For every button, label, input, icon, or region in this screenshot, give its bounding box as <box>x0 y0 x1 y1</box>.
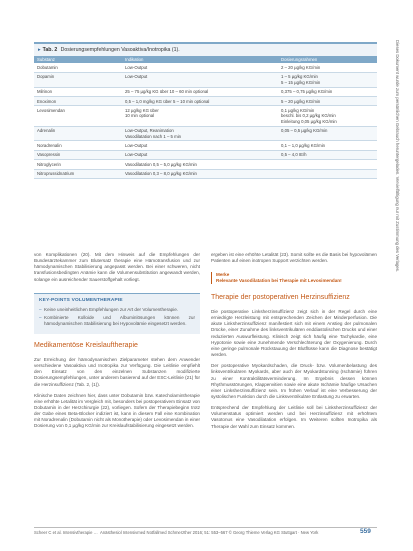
cell-substanz: Dopamin <box>34 72 122 87</box>
page-number: 559 <box>360 528 371 535</box>
table-row <box>34 160 377 169</box>
cell-substanz: Dobutamin <box>34 63 122 72</box>
cell-indikation: Low-Output <box>122 72 278 87</box>
keypoint-text: Kombinierte Kolloide und Albuminlösungen können zur hämodynamischen Stabilisierung bei Hypovolämie eingesetzt werden. <box>44 315 195 327</box>
cell-indikation: Vasodilatation 0,3 – 8,0 µg/kg KG/min <box>122 169 278 178</box>
cell-dosierung <box>278 160 377 169</box>
right-text-column <box>211 252 377 435</box>
caption-arrow-icon: ▸ <box>38 47 41 53</box>
cell-dosierung: 0,375 – 0,75 µg/kg KG/min <box>278 87 377 96</box>
table-row <box>34 150 377 159</box>
cell-substanz: Adrenalin <box>34 126 122 141</box>
right-paragraph-3: Entsprechend der Empfehlung der Leitlinie soll bei Linksherzinsuffizienz der Volumenstatus optimiert werden und bei Herzinsuffizienz mit erhöhtem Vasotonus eine Vasodilatation erfolgen. Im Weiteren sollten Inotropika als Therapie der Wahl zum Einsatz kommen. <box>211 405 377 429</box>
left-intro-paragraph: von Komplikationen (20). Mit dem Hinweis auf die Empfehlungen der Bundesärztekammer zum Blutersatz therapie eine Hämotransfusion und zur hämodynamischen Stabilisierung angepasst werden. Bei einer schweren, nicht transfusionsbedingten Anämie kann die Volumensubstitution angewandt werden, solange ein ausreichender Sauerstoffgehalt vorliegt. <box>34 252 200 282</box>
keypoint-item <box>39 315 195 327</box>
cell-dosierung: 0,5 – 4,0 IE/h <box>278 150 377 159</box>
section-title-kreislauftherapie: Medikamentöse Kreislauftherapie <box>34 342 138 350</box>
table-row <box>34 97 377 106</box>
merke-box <box>211 272 377 284</box>
keypoints-box <box>34 293 200 335</box>
cell-indikation: 12 µg/kg KG über 10 min optional <box>122 106 278 126</box>
cell-dosierung: 0,05 – 0,5 µg/kg KG/min <box>278 126 377 141</box>
keypoints-title: KEY-POINTS VOLUMENTHERAPIE <box>39 297 123 303</box>
footer-divider <box>34 527 377 528</box>
table-caption <box>34 44 377 56</box>
cell-indikation: 25 – 75 µg/kg KG über 10 – 60 min optional <box>122 87 278 96</box>
dosage-table <box>34 56 377 179</box>
column-header-dosierung: Dosierungsrahmen <box>278 56 377 63</box>
cell-substanz: Noradrenalin <box>34 141 122 150</box>
merke-label: Merke <box>216 272 230 278</box>
cell-substanz: Nitroprussidnatrium <box>34 169 122 178</box>
table-row <box>34 87 377 96</box>
table-row <box>34 72 377 87</box>
right-intro-paragraph: ergeben ist eine erhöhte Letalität (23). Somit sollte es die Basis bei hypovolämen Patienten auf einen inotropen Support verzichten werden. <box>211 252 377 264</box>
table-row <box>34 169 377 178</box>
cell-indikation: Low-Output <box>122 63 278 72</box>
copyright-side-note: Dieses Dokument wurde zum persönlichen Gebrauch heruntergeladen. Vervielfältigung nur mit Zustimmung des Verlages. <box>395 40 400 273</box>
cell-indikation: Low-Output <box>122 141 278 150</box>
table-row <box>34 141 377 150</box>
right-paragraph-1: Die postoperative Linksherzinsuffizienz zeigt sich in der Regel durch eine erniedrigte Herzleistung mit entsprechenden Zeichen der Minderperfusion. Die akute Linksherzinsuffizienz manifestiert sich mit einem Anstieg der pulmonalen Drücke, einer Zunahme des linksventrikulären enddiastolischen Drucks und einer reduzierten Auswurfleistung. Klinisch zeigt sich häufig eine Tachykardie, eine Hypotonie sowie eine zunehmende Verschlechterung der Oxygenierung. Durch eine geringe pulmonale Rückstauung der Blutflüsse kann die Diagnose bestätigt werden. <box>211 308 377 358</box>
left-paragraph-2: Klinische Daten zeichnen hier, dass unter Dobutamin bzw. Katecholamintherapie eine erhöhte Letalität im Vergleich mit, besonders bei postoperativem Einsatz von Dobutamin in der Herzchirurgie (22), vorliegen. Sofern der Therapiebeginn trotz der Gabe eines Beta-Blocker indiziert ist, kann in diesem Fall eine Kombination mit Noradrenalin (Dobutamin nicht als Monotherapie) oder Levosimendan in einer Dosierung von 0,1 µg/kg KG/min zur Kreislaufstabilisierung eingesetzt werden. <box>34 392 200 429</box>
footer-journal-info: Anästhesiol Intensivmed Notfallmed Schmerzther 2016; 51: 553–567 © Georg Thieme Verlag KG Stuttgart · New York <box>100 530 319 535</box>
footer-citation: Scheer C et al. Intensivtherapie … <box>34 530 98 535</box>
cell-dosierung: 2 – 20 µg/kg KG/min <box>278 63 377 72</box>
bullet-icon: – <box>39 306 42 312</box>
table-label: Tab. 2 <box>42 47 58 53</box>
dosage-table-block <box>34 42 377 179</box>
cell-dosierung: 0,1 µg/kg KG/min beschl. bis 0,2 µg/kg KG/min Einleitung 0,05 µg/kg KG/min <box>278 106 377 126</box>
column-header-substanz: Substanz <box>34 56 122 63</box>
cell-dosierung: 0,1 – 1,0 µg/kg KG/min <box>278 141 377 150</box>
cell-dosierung: 1 – 5 µg/kg KG/min 5 – 15 µg/kg KG/min <box>278 72 377 87</box>
cell-dosierung: 5 – 20 µg/kg KG/min <box>278 97 377 106</box>
merke-text: Relevante Vasodilatation bei Therapie mit Levosimendan! <box>216 278 342 284</box>
cell-substanz: Enoximon <box>34 97 122 106</box>
table-caption-text: Dosierungsempfehlungen Vasoaktiva/Inotropika (1). <box>60 47 180 53</box>
right-paragraph-2: Der postoperative Myokardschaden, die Druck- bzw. Volumenbelastung des linksventrikulären Myokards, aber auch der Myokardstunning (Ischämie) führen zu einer Kontraktilitätsverminderung. Im Ergebnis dessen können Rhythmusstörungen, Klappenvitien sowie eine akute Ischämie häufige Ursachen einer Linksherzinsuffizienz sein. Im frühen Verlauf ist eine Verbesserung der systolischen Funktion durch die Linksventrikuläre Entlastung zu erwarten. <box>211 363 377 399</box>
table-row <box>34 126 377 141</box>
cell-indikation: Vasodilatation 0,5 – 5,0 µg/kg KG/min <box>122 160 278 169</box>
cell-indikation: Low-Output <box>122 150 278 159</box>
cell-substanz: Nitroglycerin <box>34 160 122 169</box>
cell-substanz: Milrinon <box>34 87 122 96</box>
column-header-indikation: Indikation <box>122 56 278 63</box>
cell-dosierung <box>278 169 377 178</box>
keypoint-text: Keine uneinheitlichen Empfehlungen zur Art der Volumentherapie. <box>44 306 179 312</box>
table-row <box>34 106 377 126</box>
left-text-column <box>34 252 200 435</box>
section-title-herzinsuffizienz: Therapie der postoperativen Herzinsuffizienz <box>211 294 350 302</box>
table-row <box>34 63 377 72</box>
table-header-row <box>34 56 377 63</box>
left-paragraph-1: Zur Erreichung der hämodynamischen Zielparameter stehen dem Anwender verschiedene Vasoaktiva und Inotropika zur Verfügung. Die Leitlinie empfiehlt den Einsatz von den einzelnen Substanzen modifizierte Dosierungsempfehlungen, unter anderem basierend auf der ESC-Leitlinie (21) für die Herzinsuffizienz (Tab. 2, (1)). <box>34 356 200 387</box>
cell-indikation: 0,5 – 1,0 mg/kg KG über 5 – 10 min optional <box>122 97 278 106</box>
keypoint-item <box>39 307 195 313</box>
cell-substanz: Vasopressin <box>34 150 122 159</box>
bullet-icon: – <box>39 315 42 321</box>
cell-substanz: Levosimendan <box>34 106 122 126</box>
cell-indikation: Low-Output, Reanimation Vasodilatation nach 1 – 5 min <box>122 126 278 141</box>
